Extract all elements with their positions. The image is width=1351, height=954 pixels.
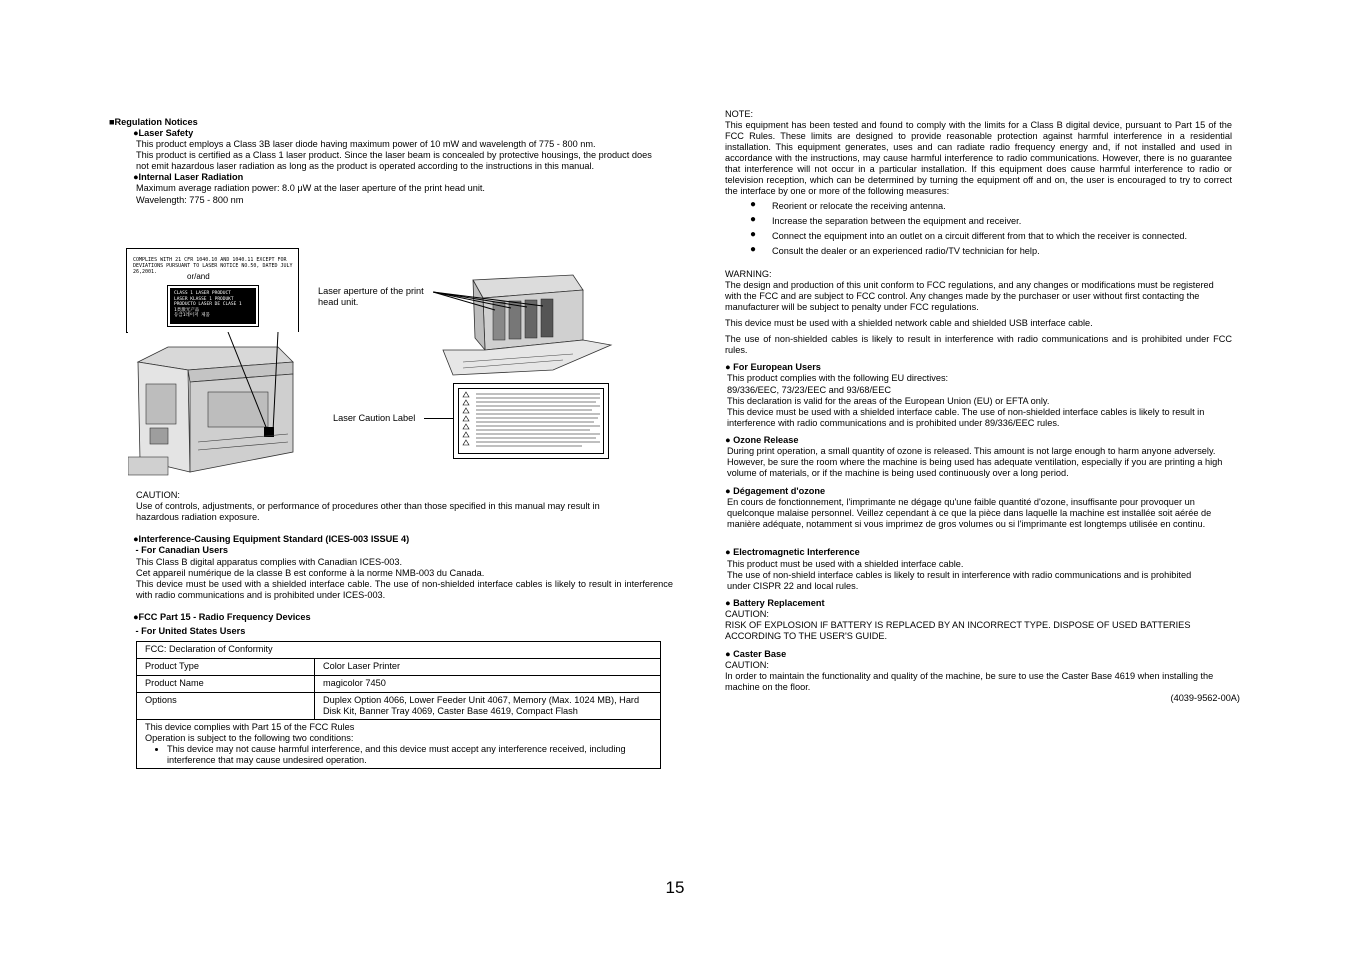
complies-line-2: DEVIATIONS PURSUANT TO LASER NOTICE NO.50, DATED JULY 26,2001. <box>133 263 293 275</box>
internal-laser-text-1: Maximum average radiation power: 8.0 μW at the laser aperture of the print head unit. <box>136 183 485 193</box>
list-item <box>750 230 1230 245</box>
ozone-text: During print operation, a small quantity of ozone is released. This amount is not large enough to harm anyone adversely. However, be sure the room where the machine is being used has adequate ventilation, especially if you are printing a high volume of materials, or if the machine is being used continuously over a long period. <box>727 446 1223 478</box>
eu-heading: ● For European Users <box>725 362 821 372</box>
ozone-heading: ● Ozone Release <box>725 435 799 445</box>
caution-text: Use of controls, adjustments, or performance of procedures other than those specified in this manual may result in hazardous radiation exposure. <box>136 501 600 522</box>
eu-text-2: 89/336/EEC, 73/23/EEC and 93/68/EEC <box>727 385 891 395</box>
canadian-text-3: This device must be used with a shielded interface cable. The use of non-shielded interface cables is likely to result in interference with radio communications and is prohibited under ICES-003. <box>136 579 673 600</box>
caster-caution: CAUTION: <box>725 660 769 670</box>
list-item <box>750 245 1230 260</box>
caution-heading: CAUTION: <box>136 490 180 500</box>
fcc-heading: ●FCC Part 15 - Radio Frequency Devices <box>133 612 311 622</box>
laser-safety-heading: ●Laser Safety <box>133 128 194 138</box>
regulation-heading: ■Regulation Notices <box>109 117 198 127</box>
class-label-line: 등급1레이저 제품 <box>174 313 210 318</box>
measure-text: Connect the equipment into an outlet on a circuit different from that to which the receiver is connected. <box>772 231 1188 241</box>
measure-text: Increase the separation between the equipment and receiver. <box>772 216 1022 226</box>
table-key-cell: Options <box>137 693 315 720</box>
canadian-text-1: This Class B digital apparatus complies with Canadian ICES-003. <box>136 557 403 567</box>
shielded-text: This device must be used with a shielded network cable and shielded USB interface cable. <box>725 318 1093 328</box>
bullet-icon: ● <box>750 229 757 240</box>
list-item <box>750 215 1230 230</box>
caster-heading: ● Caster Base <box>725 649 787 659</box>
or-and-text: or/and <box>187 272 210 281</box>
document-code: (4039-9562-00A) <box>1170 693 1240 703</box>
warning-text: The design and production of this unit conform to FCC regulations, and any changes or modifications must be registered with the FCC and are subject to FCC control. Any changes made by the purchaser or user without first contacting the manufacturer will be subject to penalty under FCC regulations. <box>725 280 1214 312</box>
canadian-users-heading: - For Canadian Users <box>133 545 228 555</box>
eu-text-1: This product complies with the following EU directives: <box>727 373 949 383</box>
class-label-line: 1类激光产品 <box>174 307 200 313</box>
table-value-cell: Color Laser Printer <box>315 659 661 676</box>
caster-text: In order to maintain the functionality and quality of the machine, be sure to use the Caster Base 4619 when installing the machine on the floor. <box>725 671 1214 692</box>
class-label-line: LASER KLASSE 1 PRODUKT <box>174 296 234 302</box>
table-value-cell: magicolor 7450 <box>315 676 661 693</box>
list-item: • This device may not cause harmful interference, and this device must accept any interference received, including interference that may cause undesired operation. <box>167 744 652 766</box>
battery-heading: ● Battery Replacement <box>725 598 825 608</box>
measures-list <box>750 200 1230 260</box>
warning-heading: WARNING: <box>725 269 772 279</box>
aperture-caption: Laser aperture of the print head unit. <box>318 286 424 307</box>
emi-text-1: This product must be used with a shielded interface cable. <box>727 559 964 569</box>
degagement-heading: ● Dégagement d'ozone <box>725 486 826 496</box>
battery-caution: CAUTION: <box>725 609 769 619</box>
emi-heading: ● Electromagnetic Interference <box>725 547 860 557</box>
emi-text-2: The use of non-shield interface cables is likely to result in interference with radio communications and is prohibited under CISPR 22 and local rules. <box>727 570 1192 591</box>
class-label-line: PRODUCTO LASER DE CLASE 1 <box>174 302 242 307</box>
bullet-icon: ● <box>750 199 757 210</box>
battery-text: RISK OF EXPLOSION IF BATTERY IS REPLACED BY AN INCORRECT TYPE. DISPOSE OF USED BATTERIES ACCORDING TO THE USER'S GUIDE. <box>725 620 1191 641</box>
laser-safety-text-1: This product employs a Class 3B laser diode having maximum power of 10 mW and wavelength of 775 - 800 nm. <box>136 139 596 149</box>
nonshielded-text: The use of non-shielded cables is likely to result in interference with radio communications and is prohibited under FCC rules. <box>725 334 1232 355</box>
ices-heading: ●Interference-Causing Equipment Standard (ICES-003 ISSUE 4) <box>133 534 410 544</box>
bullet-icon: ● <box>750 244 757 255</box>
list-item <box>750 200 1230 215</box>
table-header-cell: FCC: Declaration of Conformity <box>137 642 661 659</box>
measure-text: Reorient or relocate the receiving antenna. <box>772 201 946 211</box>
measure-text: Consult the dealer or an experienced radio/TV technician for help. <box>772 246 1040 256</box>
eu-text-3: This declaration is valid for the areas of the European Union (EU) or EFTA only. <box>727 396 1050 406</box>
bullet-icon: ● <box>750 214 757 225</box>
us-users-heading: - For United States Users <box>133 626 246 636</box>
table-key-cell: Product Name <box>137 676 315 693</box>
class-label-line: CLASS 1 LASER PRODUCT <box>174 291 231 296</box>
degagement-text: En cours de fonctionnement, l'imprimante ne dégage qu'une faible quantité d'ozone, insuffisante pour provoquer un quelconque malaise personnel. Veillez cependant à ce que la pièce dans laquelle la machine est installée soit aérée de manière adéquate, notamment si vous imprimez de gros volumes ou si l'imprimante est longtemps utilisée en continu. <box>727 497 1212 529</box>
canadian-text-2: Cet appareil numérique de la classe B est conforme à la norme NMB-003 du Canada. <box>136 568 485 578</box>
note-heading: NOTE: <box>725 109 754 119</box>
complies-line-1: COMPLIES WITH 21 CFR 1040.10 AND 1040.11 EXCEPT FOR <box>133 257 287 263</box>
internal-laser-heading: ●Internal Laser Radiation <box>133 172 244 182</box>
footer-line-1: This device complies with Part 15 of the FCC Rules <box>145 722 355 732</box>
caution-label-caption: Laser Caution Label <box>333 413 416 423</box>
eu-text-4: This device must be used with a shielded interface cable. The use of non-shielded interface cables is likely to result in interference with radio communications and is prohibited under 89/336/EEC rules. <box>727 407 1205 428</box>
laser-safety-text-2: This product is certified as a Class 1 laser product. Since the laser beam is concealed by protective housings, the product does not emit hazardous laser radiation as long as the product is operated according to the instructions in this manual. <box>136 150 652 171</box>
table-value-cell: Duplex Option 4066, Lower Feeder Unit 4067, Memory (Max. 1024 MB), Hard Disk Kit, Banner Tray 4069, Caster Base 4619, Compact Flash <box>315 693 661 720</box>
footer-line-2: Operation is subject to the following two conditions: <box>145 733 354 743</box>
page-number: 15 <box>665 878 685 897</box>
table-key-cell: Product Type <box>137 659 315 676</box>
internal-laser-text-2: Wavelength: 775 - 800 nm <box>136 195 244 205</box>
note-text: This equipment has been tested and found to comply with the limits for a Class B digital device, pursuant to Part 15 of the FCC Rules. These limits are designed to provide reasonable protection against harmful interference in a residential installation. This equipment generates, uses and can radiate radio frequency energy and, if not installed and used in accordance with the instructions, may cause harmful interference to radio communications. However, there is no guarantee that interference will not occur in a particular installation. If this equipment does cause harmful interference to radio or television reception, which can be determined by turning the equipment off and on, the user is encouraged to try to correct the interface by one or more of the following measures: <box>725 120 1232 196</box>
